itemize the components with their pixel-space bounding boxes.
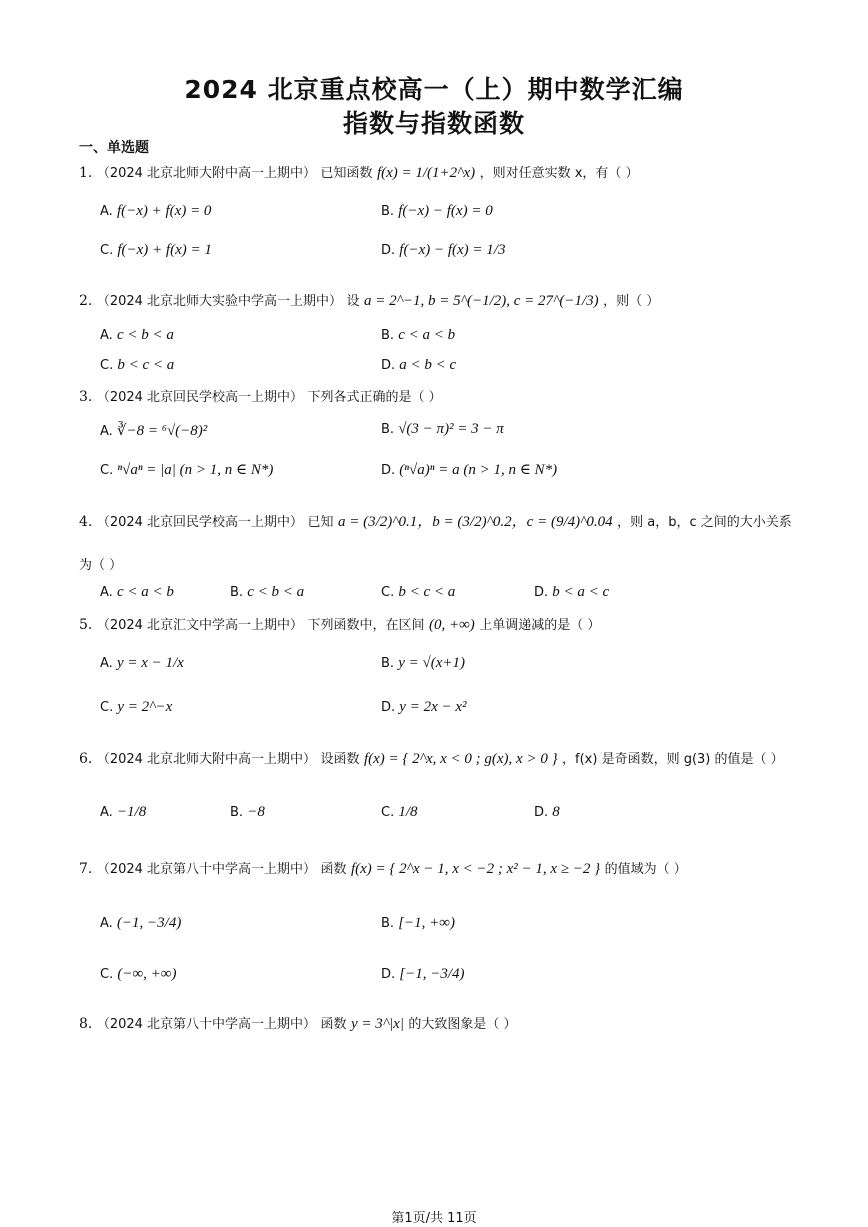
option-c[interactable] (100, 966, 176, 983)
question-number: 5. (79, 617, 93, 633)
option-text: y = 2^−x (117, 699, 173, 715)
document-title: 2024 北京重点校高一（上）期中数学汇编 (184, 75, 684, 104)
question-7 (79, 858, 687, 878)
question-source: （2024 北京回民学校高一上期中） (96, 390, 304, 405)
option-text: ⁿ√aⁿ = |a| (n > 1, n ∈ N*) (117, 462, 274, 478)
option-d[interactable] (381, 460, 557, 479)
option-b[interactable] (230, 804, 265, 821)
option-label: D. (381, 358, 396, 373)
option-text: y = 2x − x² (399, 699, 467, 715)
option-d[interactable] (381, 357, 456, 374)
question-number: 4. (79, 514, 93, 530)
option-text: f(−x) − f(x) = 1/3 (399, 242, 506, 258)
question-source: （2024 北京第八十中学高一上期中） (96, 862, 317, 877)
option-b[interactable] (381, 421, 504, 438)
question-number: 8. (79, 1016, 93, 1032)
option-label: C. (381, 805, 395, 820)
option-a[interactable] (100, 655, 184, 672)
option-label: B. (230, 585, 244, 600)
question-stem: 函数 (320, 1017, 347, 1032)
question-1 (79, 162, 639, 182)
option-label: C. (381, 585, 395, 600)
option-label: B. (381, 656, 395, 671)
option-text: −8 (247, 804, 265, 820)
option-a[interactable] (100, 915, 181, 932)
option-label: A. (100, 424, 113, 439)
option-text: a < b < c (399, 357, 457, 373)
question-source: （2024 北京北师大附中高一上期中） (96, 166, 317, 181)
option-b[interactable] (381, 327, 455, 344)
option-label: D. (381, 700, 396, 715)
section-heading: 一、单选题 (79, 140, 149, 156)
question-formula: f(x) = 1/(1+2^x) (376, 165, 476, 181)
option-text: f(−x) + f(x) = 1 (117, 242, 212, 258)
option-b[interactable] (381, 203, 493, 220)
option-a[interactable] (100, 584, 174, 601)
option-c[interactable] (100, 357, 174, 374)
question-stem-end: 的值域为（ ） (604, 862, 687, 877)
question-3 (79, 386, 442, 405)
option-label: C. (100, 463, 114, 478)
option-text: f(−x) − f(x) = 0 (398, 203, 493, 219)
question-stem-end: ，则 a，b，c 之间的大小关系 (617, 515, 792, 530)
option-text: 8 (552, 804, 560, 820)
option-b[interactable] (381, 655, 465, 672)
option-label: D. (381, 967, 396, 982)
question-number: 6. (79, 751, 93, 767)
option-text: √(3 − π)² = 3 − π (398, 421, 504, 437)
option-c[interactable] (100, 242, 212, 259)
option-d[interactable] (381, 966, 465, 983)
option-label: B. (381, 204, 395, 219)
question-source: （2024 北京汇文中学高一上期中） (96, 618, 304, 633)
option-label: B. (381, 916, 395, 931)
question-stem-continued: 为（ ） (79, 558, 123, 573)
option-c[interactable] (381, 804, 418, 821)
question-number: 2. (79, 293, 93, 309)
option-label: A. (100, 656, 113, 671)
question-formula: (0, +∞) (428, 617, 475, 633)
option-label: C. (100, 700, 114, 715)
question-number: 7. (79, 861, 93, 877)
question-stem: 下列各式正确的是（ ） (307, 390, 442, 405)
option-d[interactable] (381, 699, 467, 716)
option-text: y = √(x+1) (398, 655, 465, 671)
question-source: （2024 北京北师大附中高一上期中） (96, 752, 317, 767)
question-2 (79, 290, 659, 310)
option-label: B. (230, 805, 244, 820)
option-a[interactable] (100, 421, 207, 440)
option-b[interactable] (230, 584, 304, 601)
option-label: A. (100, 328, 113, 343)
option-a[interactable] (100, 804, 146, 821)
option-text: [−1, −3/4) (399, 966, 465, 982)
question-number: 3. (79, 389, 93, 405)
option-text: c < b < a (116, 327, 174, 343)
option-a[interactable] (100, 203, 211, 220)
option-label: C. (100, 358, 114, 373)
question-4-line2 (79, 554, 122, 573)
question-stem-end: 的大致图象是（ ） (408, 1017, 517, 1032)
option-text: c < a < b (398, 327, 456, 343)
question-formula: y = 3^|x| (350, 1016, 404, 1032)
question-stem: 设 (346, 294, 360, 309)
option-label: D. (534, 805, 549, 820)
question-stem-end: 上单调递减的是（ ） (479, 618, 601, 633)
option-label: A. (100, 585, 113, 600)
option-d[interactable] (381, 242, 505, 259)
option-label: A. (100, 916, 113, 931)
option-label: B. (381, 328, 395, 343)
option-c[interactable] (100, 460, 273, 479)
option-label: D. (381, 463, 396, 478)
option-text: −1/8 (116, 804, 147, 820)
option-label: C. (100, 967, 114, 982)
question-stem: 已知函数 (320, 166, 373, 181)
question-6 (79, 748, 784, 768)
question-stem: 设函数 (320, 752, 360, 767)
page-footer: 第1页/共 11页 (391, 1211, 477, 1226)
option-label: B. (381, 422, 395, 437)
question-4 (79, 510, 792, 531)
document-subtitle: 指数与指数函数 (342, 109, 525, 138)
option-label: A. (100, 805, 113, 820)
option-c[interactable] (381, 584, 455, 601)
option-label: D. (534, 585, 549, 600)
option-label: C. (100, 243, 114, 258)
question-number: 1. (79, 165, 93, 181)
option-c[interactable] (100, 699, 172, 716)
question-formula: a = 2^−1, b = 5^(−1/2), c = 27^(−1/3) (363, 293, 599, 309)
question-stem-end: ，则（ ） (603, 294, 660, 309)
option-text: b < a < c (552, 584, 610, 600)
option-text: b < c < a (398, 584, 456, 600)
question-stem: 已知 (307, 515, 334, 530)
question-formula: f(x) = { 2^x − 1, x < −2 ; x² − 1, x ≥ −2 } (350, 861, 601, 877)
question-formula: f(x) = { 2^x, x < 0 ; g(x), x > 0 } (363, 751, 558, 767)
option-text: (−1, −3/4) (116, 915, 182, 931)
question-5 (79, 614, 600, 634)
option-text: c < b < a (247, 584, 305, 600)
option-text: ∛−8 = ⁶√(−8)² (116, 423, 208, 439)
question-formula: a = (3/2)^0.1，b = (3/2)^0.2，c = (9/4)^0.04 (337, 514, 613, 530)
option-label: D. (381, 243, 396, 258)
option-text: (−∞, +∞) (117, 966, 177, 982)
question-source: （2024 北京北师大实验中学高一上期中） (96, 294, 343, 309)
option-text: y = x − 1/x (116, 655, 184, 671)
option-a[interactable] (100, 327, 174, 344)
option-d[interactable] (534, 804, 560, 821)
option-text: b < c < a (117, 357, 175, 373)
question-source: （2024 北京回民学校高一上期中） (96, 515, 304, 530)
question-stem-end: ，f(x) 是奇函数，则 g(3) 的值是（ ） (562, 752, 784, 767)
option-text: c < a < b (116, 584, 174, 600)
question-stem-end: ，则对任意实数 x，有（ ） (479, 166, 639, 181)
question-stem: 下列函数中，在区间 (307, 618, 425, 633)
option-text: 1/8 (398, 804, 418, 820)
question-stem: 函数 (320, 862, 347, 877)
option-text: f(−x) + f(x) = 0 (116, 203, 212, 219)
option-text: [−1, +∞) (398, 915, 455, 931)
question-source: （2024 北京第八十中学高一上期中） (96, 1017, 317, 1032)
option-b[interactable] (381, 915, 455, 932)
option-text: (ⁿ√a)ⁿ = a (n > 1, n ∈ N*) (399, 462, 558, 478)
question-8 (79, 1013, 517, 1033)
option-d[interactable] (534, 584, 609, 601)
option-label: A. (100, 204, 113, 219)
